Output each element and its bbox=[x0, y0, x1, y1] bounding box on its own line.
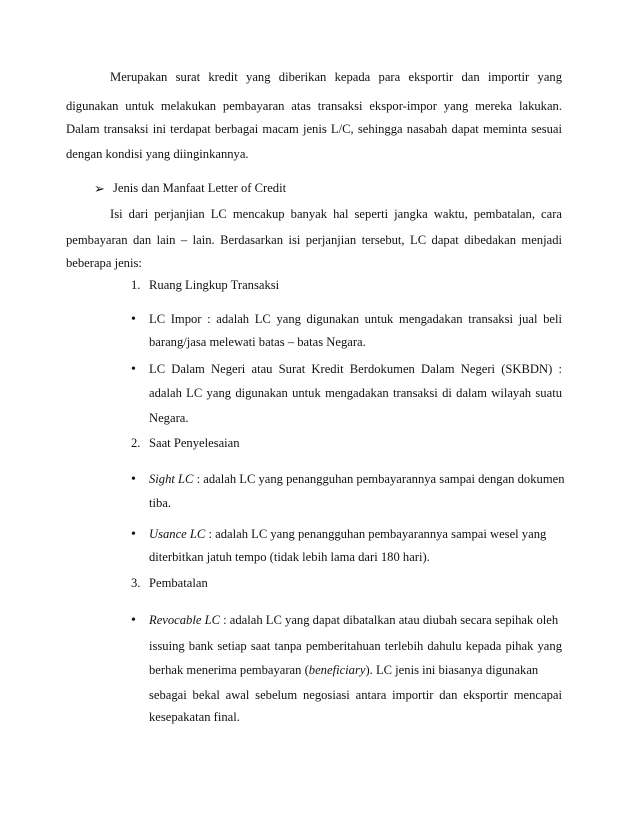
para2-line-2: pembayaran dan lain – lain. Berdasarkan isi perjanjian tersebut, LC dapat dibedakan menjadi bbox=[66, 233, 562, 247]
item-revocable-lc-text: : adalah LC yang dapat dibatalkan atau diubah secara sepihak oleh bbox=[220, 613, 559, 627]
item-usance-lc-line-2: diterbitkan jatuh tempo (tidak lebih lama dari 180 hari). bbox=[149, 550, 430, 564]
item-lc-impor-line-1: LC Impor : adalah LC yang digunakan untuk mengadakan transaksi jual beli bbox=[149, 312, 562, 326]
item-revocable-lc-line-5: kesepakatan final. bbox=[149, 710, 240, 724]
list-number-3: 3. bbox=[131, 576, 141, 590]
list-title-2: Saat Penyelesaian bbox=[149, 436, 240, 450]
item-sight-lc-line-1 bbox=[149, 466, 565, 493]
intro-line-4: dengan kondisi yang diinginkannya. bbox=[66, 147, 249, 161]
item-lc-dalam-negeri-line-2: adalah LC yang digunakan untuk mengadakan transaksi di dalam wilayah suatu bbox=[149, 386, 562, 400]
bullet-icon: • bbox=[131, 312, 136, 327]
bullet-icon: • bbox=[131, 472, 136, 487]
item-revocable-lc-line-3b: ). LC jenis ini biasanya digunakan bbox=[365, 663, 539, 677]
intro-line-3: Dalam transaksi ini terdapat berbagai macam jenis L/C, sehingga nasabah dapat meminta sesuai bbox=[66, 122, 562, 136]
item-usance-lc-text: : adalah LC yang penangguhan pembayarannya sampai wesel yang bbox=[205, 527, 547, 541]
intro-line-2: digunakan untuk melakukan pembayaran atas transaksi ekspor-impor yang mereka lakukan. bbox=[66, 99, 562, 113]
item-revocable-lc-line-1 bbox=[149, 607, 562, 634]
bullet-icon: • bbox=[131, 527, 136, 542]
list-number-1: 1. bbox=[131, 278, 141, 292]
item-sight-lc-line-2: tiba. bbox=[149, 496, 172, 510]
list-number-2: 2. bbox=[131, 436, 141, 450]
intro-line-1: Merupakan surat kredit yang diberikan kepada para eksportir dan importir yang bbox=[110, 70, 562, 84]
item-revocable-lc-line-4: sebagai bekal awal sebelum negosiasi antara importir dan eksportir mencapai bbox=[149, 688, 562, 702]
item-revocable-lc-line-2: issuing bank setiap saat tanpa pemberitahuan terlebih dahulu kepada pihak yang bbox=[149, 639, 562, 653]
para2-line-1: Isi dari perjanjian LC mencakup banyak hal seperti jangka waktu, pembatalan, cara bbox=[110, 207, 562, 221]
bullet-icon: • bbox=[131, 613, 136, 628]
arrow-bullet-icon: ➢ bbox=[94, 181, 105, 196]
item-lc-impor-line-2: barang/jasa melewati batas – batas Negara. bbox=[149, 335, 366, 349]
term-beneficiary: beneficiary bbox=[308, 663, 366, 677]
item-revocable-lc-line-3 bbox=[149, 657, 562, 684]
bullet-icon: • bbox=[131, 362, 136, 377]
item-sight-lc-text: : adalah LC yang penangguhan pembayarannya sampai dengan dokumen bbox=[193, 472, 565, 486]
item-revocable-lc-line-3a: berhak menerima pembayaran ( bbox=[149, 663, 309, 677]
para2-line-3: beberapa jenis: bbox=[66, 256, 142, 270]
list-title-1: Ruang Lingkup Transaksi bbox=[149, 278, 280, 292]
section-heading: Jenis dan Manfaat Letter of Credit bbox=[113, 181, 287, 195]
item-lc-dalam-negeri-line-3: Negara. bbox=[149, 411, 189, 425]
list-title-3: Pembatalan bbox=[149, 576, 208, 590]
term-usance-lc: Usance LC bbox=[149, 527, 206, 541]
item-lc-dalam-negeri-line-1: LC Dalam Negeri atau Surat Kredit Berdokumen Dalam Negeri (SKBDN) : bbox=[149, 362, 562, 376]
term-sight-lc: Sight LC bbox=[149, 472, 194, 486]
term-revocable-lc: Revocable LC bbox=[149, 613, 220, 627]
